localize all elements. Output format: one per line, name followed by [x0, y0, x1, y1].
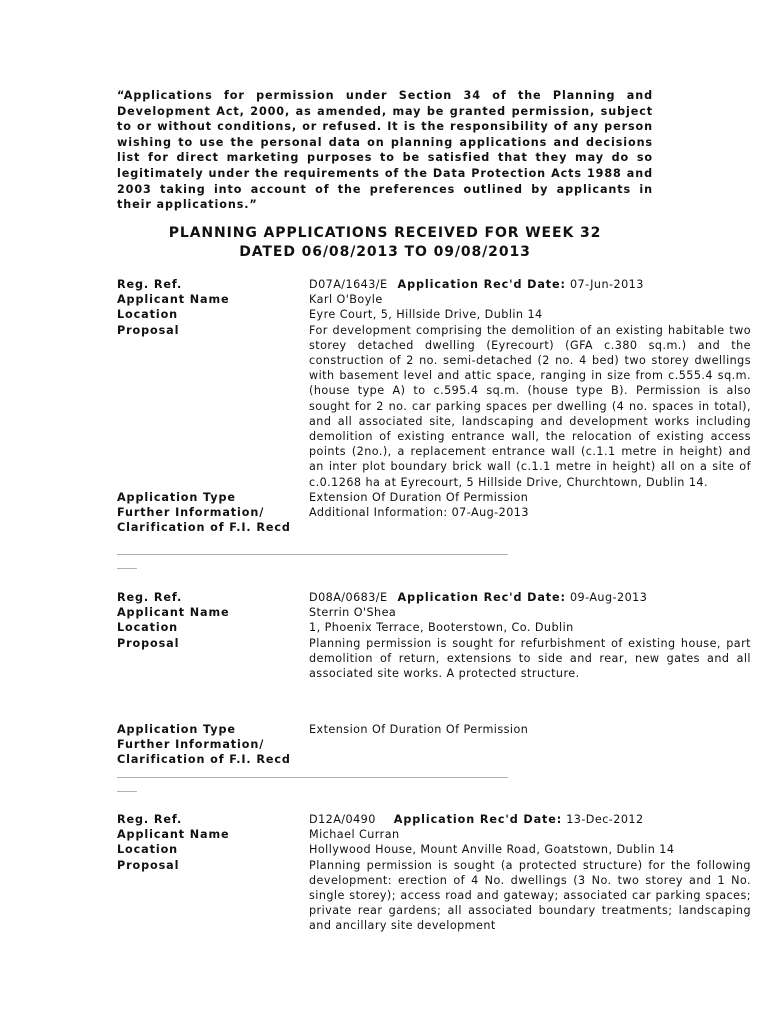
recd-date-label: Application Rec'd Date:	[397, 591, 566, 604]
application-type-label: Application Type	[117, 723, 236, 736]
heading-line-1: PLANNING APPLICATIONS RECEIVED FOR WEEK 32	[168, 225, 602, 241]
applicant-name-label: Applicant Name	[117, 828, 230, 842]
reg-ref-row	[117, 590, 751, 605]
recd-date-label: Application Rec'd Date:	[393, 813, 563, 826]
proposal-label: Proposal	[117, 858, 180, 872]
location-row	[117, 307, 751, 322]
reg-ref-value: D12A/0490	[309, 813, 376, 826]
applicant-row	[117, 292, 751, 307]
location-label: Location	[117, 621, 179, 635]
applicant-name-value: Karl O'Boyle	[309, 293, 383, 307]
application-type-value: Extension Of Duration Of Permission	[309, 723, 529, 736]
application-record	[117, 812, 751, 934]
recd-date-value: 07-Jun-2013	[569, 278, 644, 291]
reg-ref-value: D07A/1643/E	[309, 278, 388, 291]
proposal-row	[117, 323, 751, 490]
location-value: Eyre Court, 5, Hillside Drive, Dublin 14	[309, 308, 543, 322]
applicant-row	[117, 827, 751, 842]
application-type-value: Extension Of Duration Of Permission	[309, 490, 529, 504]
recd-date-label: Application Rec'd Date:	[397, 278, 566, 291]
applicant-row	[117, 605, 751, 620]
proposal-row	[117, 858, 751, 934]
record-separator: ___________________________________________________________ ___	[117, 765, 508, 792]
proposal-value: Planning permission is sought for refurbishment of existing house, part demolition of return, extensions to side and rear, new gates and all associated site works. A protected structure.	[309, 636, 751, 681]
reg-ref-row	[117, 277, 751, 292]
proposal-label: Proposal	[117, 636, 180, 650]
applicant-name-label: Applicant Name	[117, 293, 230, 307]
clarification-row	[117, 520, 751, 535]
location-label: Location	[117, 308, 179, 322]
location-value: 1, Phoenix Terrace, Booterstown, Co. Dublin	[309, 621, 574, 635]
applicant-name-value: Sterrin O'Shea	[309, 606, 397, 620]
reg-ref-value: D08A/0683/E	[309, 591, 388, 604]
application-type-label: Application Type	[117, 490, 236, 504]
data-protection-disclaimer: “Applications for permission under Section 34 of the Planning and Development Act, 2000, as amended, may be granted permission, subject to or without conditions, or refused. It is the responsibility of any person wishing to use the personal data on planning applications and decisions list for direct marketing purposes to be satisfied that they may do so legitimately under the requirements of the Data Protection Acts 1988 and 2003 taking into account of the preferences outlined by applicants in their applications.”	[117, 89, 653, 212]
clarification-label: Clarification of F.I. Recd	[117, 753, 291, 767]
proposal-label: Proposal	[117, 323, 180, 337]
further-info-label: Further Information/	[117, 738, 265, 752]
location-row	[117, 620, 751, 635]
further-info-row	[117, 737, 751, 752]
location-row	[117, 842, 751, 857]
recd-date-value: 09-Aug-2013	[569, 591, 648, 604]
further-info-value: Additional Information: 07-Aug-2013	[309, 506, 529, 520]
further-info-row	[117, 505, 751, 520]
record-separator: ___________________________________________________________ ___	[117, 542, 508, 569]
proposal-value: Planning permission is sought (a protected structure) for the following development: erection of 4 No. dwellings (3 No. two storey and 1 No. single storey); access road and gateway; associated car parking spaces; private rear gardens; all associated boundary treatments; landscaping and ancillary site development	[309, 858, 751, 933]
applicant-name-value: Michael Curran	[309, 828, 400, 842]
application-type-row	[117, 722, 751, 737]
application-type-row	[117, 490, 751, 505]
application-record	[117, 590, 751, 681]
location-label: Location	[117, 843, 179, 857]
page-heading	[117, 224, 653, 262]
application-record-footer	[117, 722, 751, 768]
reg-ref-row	[117, 812, 751, 827]
clarification-label: Clarification of F.I. Recd	[117, 521, 291, 535]
heading-line-2: DATED 06/08/2013 TO 09/08/2013	[239, 244, 531, 260]
reg-ref-label: Reg. Ref.	[117, 278, 183, 291]
proposal-row	[117, 636, 751, 682]
applicant-name-label: Applicant Name	[117, 606, 230, 620]
proposal-value: For development comprising the demolition of an existing habitable two storey detached dwelling (Eyrecourt) (GFA c.380 sq.m.) and the construction of 2 no. semi-detached (2 no. 4 bed) two storey dwellings with basement level and attic space, ranging in size from c.555.4 sq.m. (house type A) to c.595.4 sq.m. (house type B). Permission is also sought for 2 no. car parking spaces per dwelling (4 no. spaces in total), and all associated site, landscaping and development works including demolition of existing entrance wall, the relocation of existing access points (2no.), a replacement entrance wall (c.1.1 metre in height) and an inter plot boundary brick wall (c.1.1 metre in height) all on a site of c.0.1268 ha at Eyrecourt, 5 Hillside Drive, Churchtown, Dublin 14.	[309, 323, 751, 489]
further-info-label: Further Information/	[117, 506, 265, 520]
location-value: Hollywood House, Mount Anville Road, Goatstown, Dublin 14	[309, 843, 675, 857]
reg-ref-label: Reg. Ref.	[117, 591, 183, 604]
reg-ref-label: Reg. Ref.	[117, 813, 183, 826]
recd-date-value: 13-Dec-2012	[566, 813, 644, 826]
application-record	[117, 277, 751, 535]
